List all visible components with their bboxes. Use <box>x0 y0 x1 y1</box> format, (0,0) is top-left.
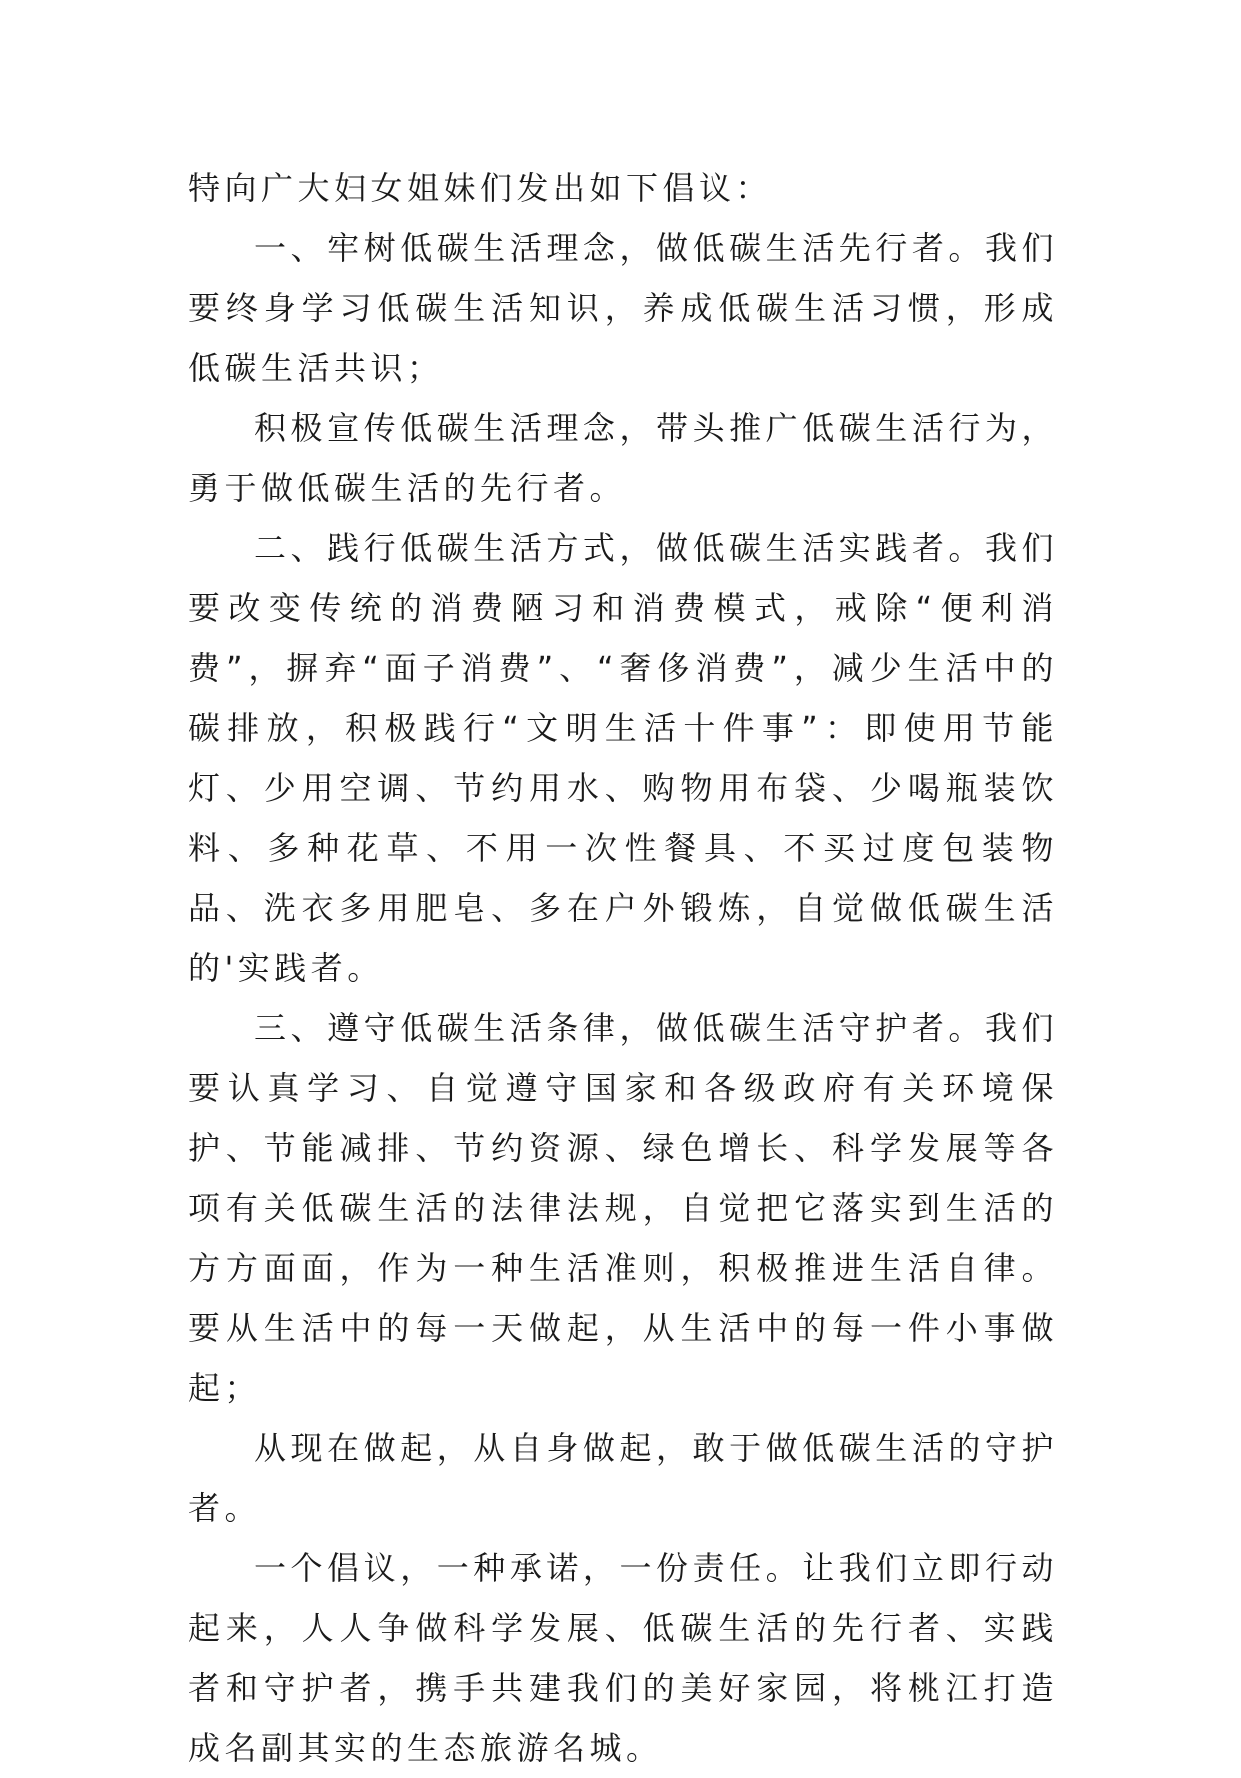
paragraph-closing: 一个倡议，一种承诺，一份责任。让我们立即行动起来，人人争做科学发展、低碳生活的先行者、实践者和守护者，携手共建我们的美好家园，将桃江打造成名副其实的生态旅游名城。 <box>188 1549 1058 1767</box>
paragraph-point-two: 二、践行低碳生活方式，做低碳生活实践者。我们要改变传统的消费陋习和消费模式，戒除“便利消费”，摒弃“面子消费”、“奢侈消费”，减少生活中的碳排放，积极践行“文明生活十件事”：即使用节能灯、少用空调、节约用水、购物用布袋、少喝瓶装饮料、多种花草、不用一次性餐具、不买过度包装物品、洗衣多用肥皂、多在户外锻炼，自觉做低碳生活的'实践者。 <box>188 529 1058 987</box>
paragraph-point-three: 三、遵守低碳生活条律，做低碳生活守护者。我们要认真学习、自觉遵守国家和各级政府有关环境保护、节能减排、节约资源、绿色增长、科学发展等各项有关低碳生活的法律法规，自觉把它落实到生活的方方面面，作为一种生活准则，积极推进生活自律。要从生活中的每一天做起，从生活中的每一件小事做起； <box>188 1009 1058 1407</box>
paragraph-point-one: 一、牢树低碳生活理念，做低碳生活先行者。我们要终身学习低碳生活知识，养成低碳生活习惯，形成低碳生活共识； <box>188 229 1058 387</box>
paragraph-point-three-continued: 从现在做起，从自身做起，敢于做低碳生活的守护者。 <box>188 1429 1058 1527</box>
document-body <box>188 158 1058 1778</box>
paragraph-intro: 特向广大妇女姐妹们发出如下倡议： <box>188 169 773 207</box>
paragraph-point-one-continued: 积极宣传低碳生活理念，带头推广低碳生活行为，勇于做低碳生活的先行者。 <box>188 409 1058 507</box>
